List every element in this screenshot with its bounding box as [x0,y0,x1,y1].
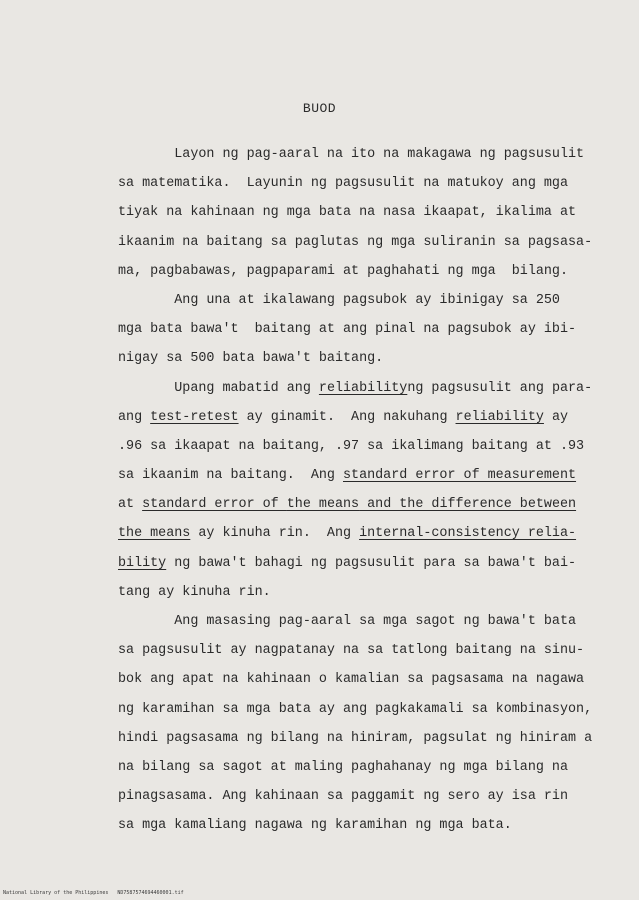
paragraph [118,140,593,286]
text-line: sa pagsusulit ay nagpatanay na sa tatlong baitang na sinu- [118,643,585,659]
text-line: bok ang apat na kahinaan o kamalian sa pagsasama na nagawa [118,672,585,688]
text-line: Layon ng pag-aaral na ito na makagawa ng pagsusulit [174,147,585,162]
text-line: nigay sa 500 bata bawa't baitang. [118,351,384,367]
text-line: Upang mabatid ang reliabilityng pagsusulit ang para- [174,380,593,396]
text-line: .96 sa ikaapat na baitang, .97 sa ikalimang baitang at .93 [118,438,585,454]
text-line: tiyak na kahinaan ng mga bata na nasa ikaapat, ikalima at [118,205,577,221]
text-line: at standard error of the means and the difference between [118,497,577,513]
text-line: tang ay kinuha rin. [118,584,271,600]
text-line: ma, pagbabawas, pagpaparami at paghahati ng mga bilang. [118,263,568,279]
scan-footer: National Library of the Philippines ND7587574694460001.tif [3,890,184,896]
text-line: na bilang sa sagot at maling paghahanay ng mga bilang na [118,759,568,775]
text-line: Ang masasing pag-aaral sa mga sagot ng bawa't bata [174,614,577,629]
page-title: BUOD [302,101,337,116]
text-line: hindi pagsasama ng bilang na hiniram, pagsulat ng hiniram a [118,730,593,746]
text-line: pinagsasama. Ang kahinaan sa paggamit ng sero ay isa rin [118,789,568,805]
text-line: ikaanim na baitang sa paglutas ng mga suliranin sa pagsasa- [118,234,593,250]
text-line: Ang una at ikalawang pagsubok ay ibinigay sa 250 [174,292,560,308]
paragraph [118,374,593,608]
text-line: ng karamihan sa mga bata ay ang pagkakamali sa kombinasyon, [118,701,593,717]
text-line: the means ay kinuha rin. Ang internal-consistency relia- [118,526,577,542]
body-text [118,140,593,841]
text-line: ang test-retest ay ginamit. Ang nakuhang reliability ay [118,409,569,425]
text-line: mga bata bawa't baitang at ang pinal na pagsubok ay ibi- [118,322,577,338]
text-line: sa mga kamaliang nagawa ng karamihan ng mga bata. [118,818,512,834]
text-line: sa matematika. Layunin ng pagsusulit na matukoy ang mga [118,176,568,192]
paragraph [118,286,588,374]
text-line: sa ikaanim na baitang. Ang standard error of measurement [118,468,577,484]
paragraph [118,607,593,841]
text-line: bility ng bawa't bahagi ng pagsusulit para sa bawa't bai- [118,555,577,571]
